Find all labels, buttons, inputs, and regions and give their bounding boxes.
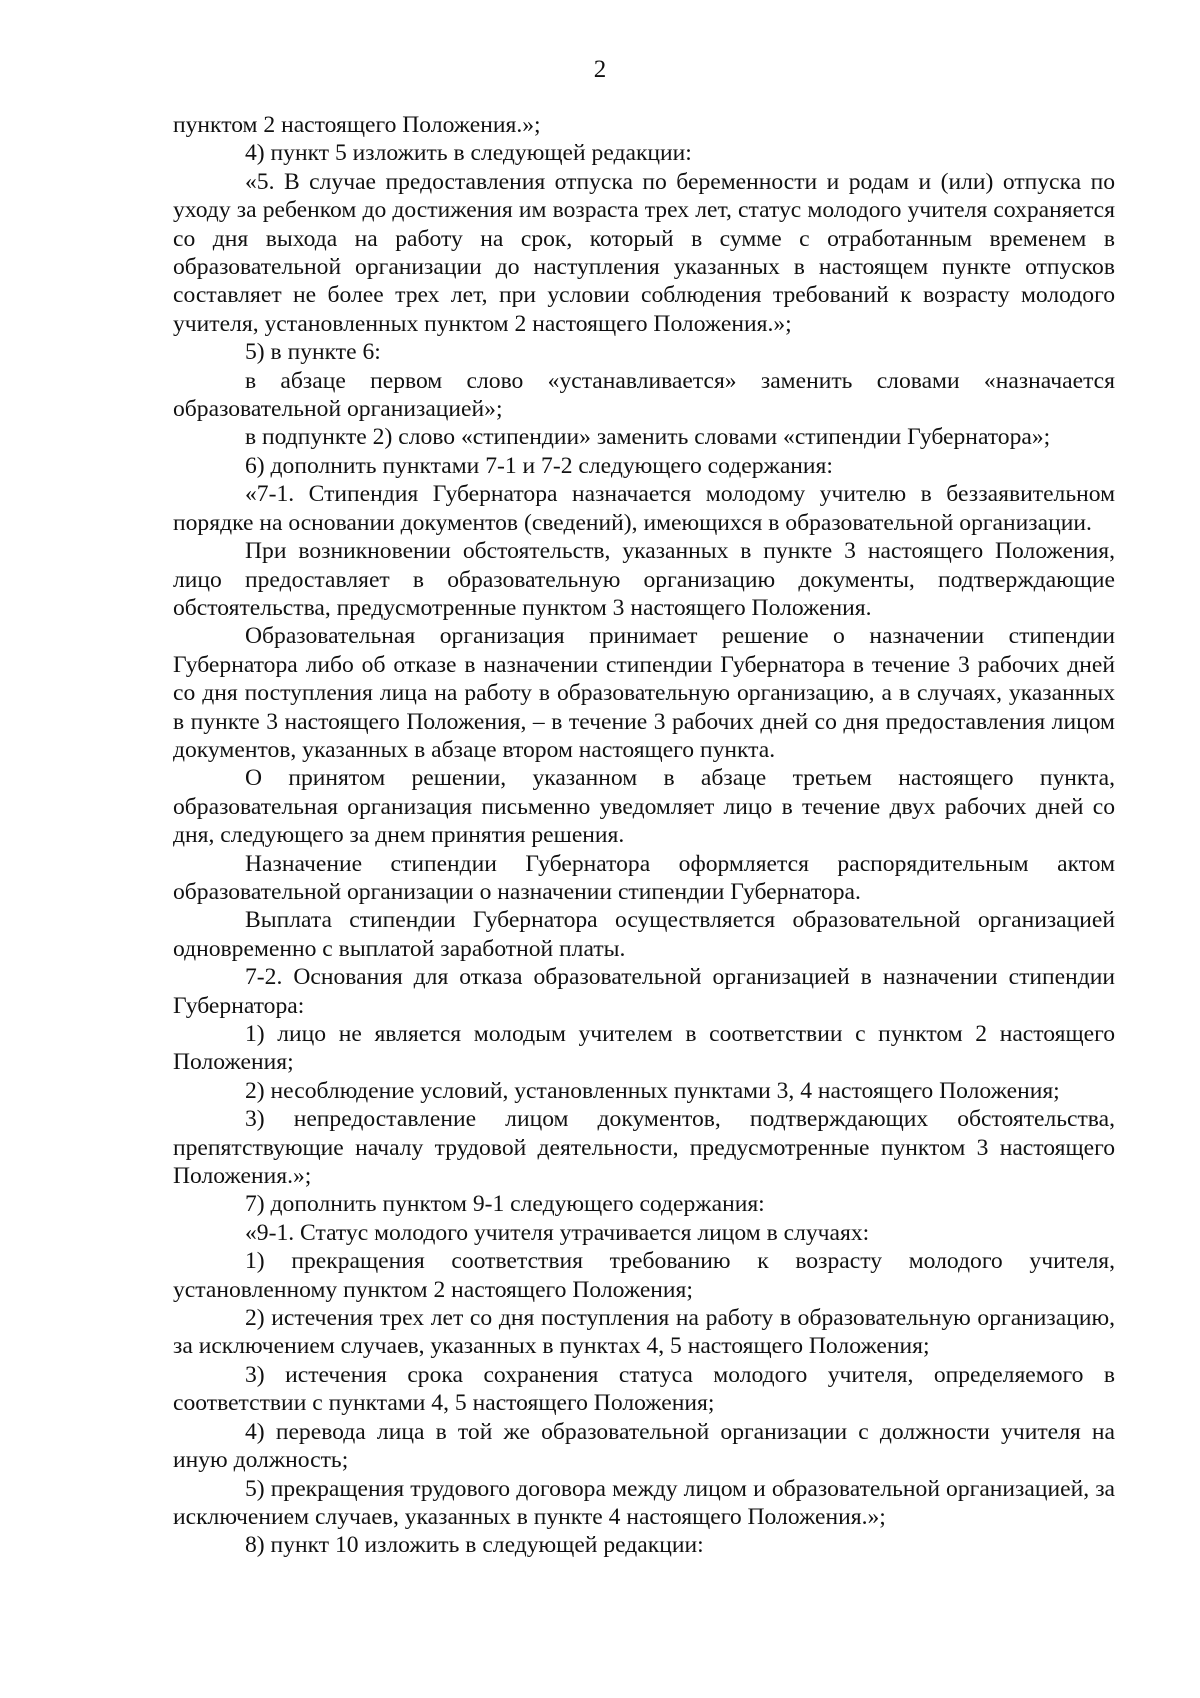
paragraph: «9-1. Статус молодого учителя утрачивается лицом в случаях: bbox=[245, 1219, 870, 1246]
paragraph: Назначение стипендии Губернатора оформляется распорядительным актом образовательной организации о назначении стипендии Губернатора. bbox=[173, 850, 1115, 905]
paragraph: пунктом 2 настоящего Положения.»; bbox=[173, 112, 541, 138]
paragraph: «7-1. Стипендия Губернатора назначается молодому учителю в беззаявительном порядке на основании документов (сведений), имеющихся в образовательной организации. bbox=[173, 481, 1115, 536]
paragraph: 3) непредоставление лицом документов, подтверждающих обстоятельства, препятствующие началу трудовой деятельности, предусмотренные пунктом 3 настоящего Положения.»; bbox=[173, 1106, 1115, 1190]
paragraph: Образовательная организация принимает решение о назначении стипендии Губернатора либо об отказе в назначении стипендии Губернатора в течение 3 рабочих дней со дня поступления лица на работу в образовательную организацию, а в случаях, указанных в пункте 3 настоящего Положения, – в течение 3 рабочих дней со дня предоставления лицом документов, указанных в абзаце втором настоящего пункта. bbox=[173, 623, 1115, 763]
page-number: 2 bbox=[593, 56, 607, 83]
paragraph: 2) истечения трех лет со дня поступления на работу в образовательную организацию, за исключением случаев, указанных в пунктах 4, 5 настоящего Положения; bbox=[173, 1305, 1115, 1360]
paragraph: 3) истечения срока сохранения статуса молодого учителя, определяемого в соответствии с пунктами 4, 5 настоящего Положения; bbox=[173, 1361, 1115, 1417]
paragraph: 7-2. Основания для отказа образовательной организацией в назначении стипендии Губернатора: bbox=[173, 964, 1115, 1019]
paragraph: 5) в пункте 6: bbox=[245, 339, 381, 366]
paragraph: При возникновении обстоятельств, указанных в пункте 3 настоящего Положения, лицо предоставляет в образовательную организацию документы, подтверждающие обстоятельства, предусмотренные пунктом 3 настоящего Положения. bbox=[173, 538, 1115, 621]
paragraph: 7) дополнить пунктом 9-1 следующего содержания: bbox=[245, 1191, 765, 1218]
paragraph: в подпункте 2) слово «стипендии» заменить словами «стипендии Губернатора»; bbox=[245, 424, 1051, 451]
paragraph: О принятом решении, указанном в абзаце третьем настоящего пункта, образовательная организация письменно уведомляет лицо в течение двух рабочих дней со дня, следующего за днем принятия решения. bbox=[173, 765, 1115, 849]
paragraph: Выплата стипендии Губернатора осуществляется образовательной организацией одновременно с выплатой заработной платы. bbox=[173, 907, 1115, 962]
paragraph: «5. В случае предоставления отпуска по беременности и родам и (или) отпуска по уходу за ребенком до достижения им возраста трех лет, статус молодого учителя сохраняется со дня выхода на работу на срок, который в сумме с отработанным временем в образовательной организации до наступления указанных в настоящем пункте отпусков составляет не более трех лет, при условии соблюдения требований к возрасту молодого учителя, установленных пунктом 2 настоящего Положения.»; bbox=[173, 168, 1115, 337]
paragraph: 1) лицо не является молодым учителем в соответствии с пунктом 2 настоящего Положения; bbox=[173, 1021, 1115, 1076]
paragraph: 8) пункт 10 изложить в следующей редакции: bbox=[245, 1532, 704, 1559]
paragraph: в абзаце первом слово «устанавливается» заменить словами «назначается образовательной организацией»; bbox=[173, 367, 1115, 423]
document-body bbox=[173, 111, 1115, 1560]
paragraph: 4) пункт 5 изложить в следующей редакции: bbox=[245, 140, 692, 167]
paragraph: 6) дополнить пунктами 7-1 и 7-2 следующего содержания: bbox=[245, 452, 833, 479]
paragraph: 5) прекращения трудового договора между лицом и образовательной организацией, за исключением случаев, указанных в пункте 4 настоящего Положения.»; bbox=[173, 1475, 1115, 1530]
paragraph: 1) прекращения соответствия требованию к возрасту молодого учителя, установленному пунктом 2 настоящего Положения; bbox=[173, 1248, 1115, 1303]
paragraph: 4) перевода лица в той же образовательной организации с должности учителя на иную должность; bbox=[173, 1418, 1115, 1474]
paragraph: 2) несоблюдение условий, установленных пунктами 3, 4 настоящего Положения; bbox=[245, 1077, 1060, 1104]
